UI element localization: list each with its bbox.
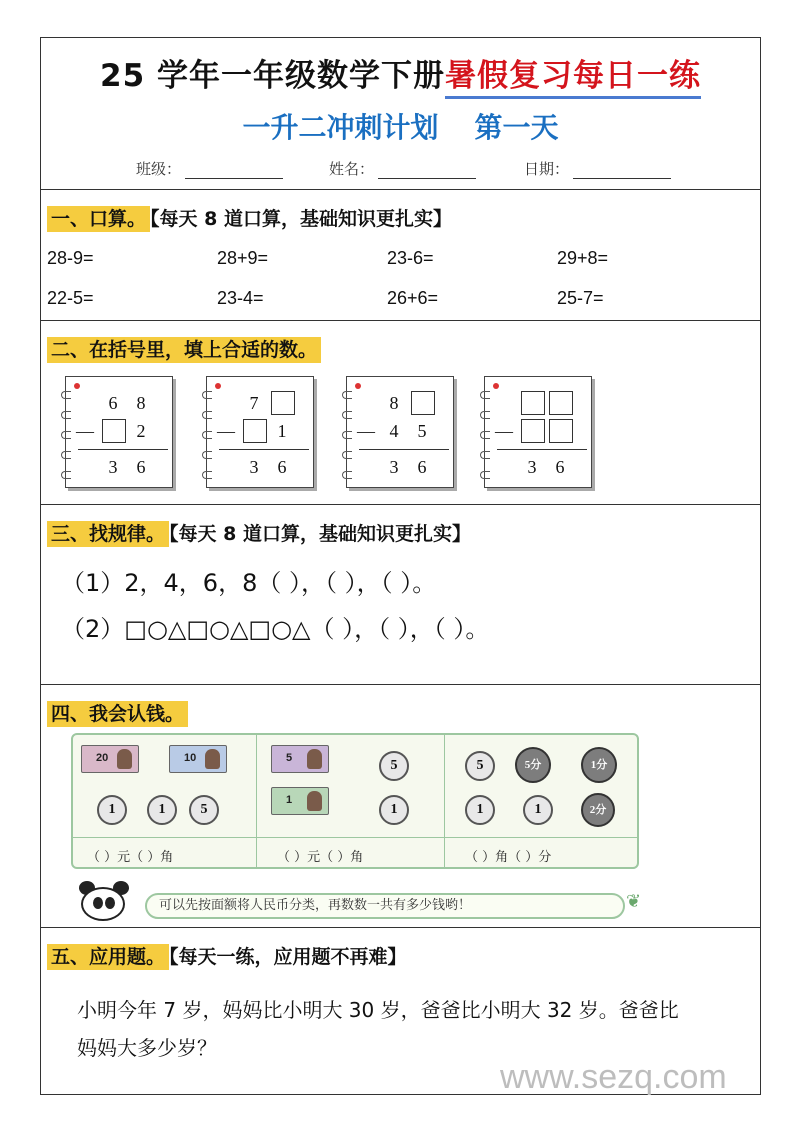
- subtraction-card: 7 — 1 3 6: [206, 376, 314, 488]
- subtraction-card: 6 8 — 2 3 6: [65, 376, 173, 488]
- coin: 5: [189, 795, 219, 825]
- subtitle-day: 第一天: [474, 111, 559, 144]
- calc-item: 23-4=: [217, 288, 264, 308]
- answer-box[interactable]: [521, 391, 545, 415]
- section-title: 二、在括号里，填上合适的数。: [47, 335, 321, 362]
- page-subtitle: [41, 106, 760, 146]
- calc-item: 29+8=: [557, 248, 609, 268]
- section-money: [41, 685, 760, 928]
- coin: 1: [147, 795, 177, 825]
- answer-box[interactable]: [102, 419, 126, 443]
- name-field[interactable]: 姓名：: [329, 158, 476, 179]
- class-field[interactable]: 班级：: [136, 158, 283, 179]
- coin: 1: [465, 795, 495, 825]
- section-patterns: [41, 505, 760, 685]
- section-title: 四、我会认钱。: [47, 699, 188, 726]
- coin: 1: [379, 795, 409, 825]
- header: [41, 38, 760, 190]
- section-title: 三、找规律。 【每天 8 道口算，基础知识更扎实】: [47, 519, 471, 546]
- section-title: 一、口算。 【每天 8 道口算，基础知识更扎实】: [47, 204, 452, 231]
- pattern-question-2[interactable]: （2）□○△□○△□○△（ ），（ ），（ ）。: [61, 615, 490, 643]
- section-fill-in: [41, 321, 760, 505]
- subtitle-plan: 一升二冲刺计划: [242, 111, 439, 144]
- subtraction-card: 8 — 4 5 3 6: [346, 376, 454, 488]
- money-board: [71, 733, 639, 869]
- watermark: www.sezq.com: [500, 1058, 727, 1096]
- coin: 5: [465, 751, 495, 781]
- leaf-icon: ❦: [626, 891, 642, 912]
- date-field[interactable]: 日期：: [524, 158, 671, 179]
- calc-item: 23-6=: [387, 248, 434, 268]
- subtraction-card: — 3 6: [484, 376, 592, 488]
- title-main: 25 学年一年级数学下册: [100, 58, 445, 94]
- panda-icon: [73, 881, 133, 923]
- problem-text-line: 妈妈大多少岁？: [77, 1036, 217, 1060]
- page-title: [41, 50, 760, 95]
- money-answer-3[interactable]: （ ）角（ ）分: [465, 850, 552, 865]
- coin: 1分: [581, 747, 617, 783]
- title-highlight: 暑假复习每日一练: [445, 58, 701, 99]
- answer-box[interactable]: [549, 419, 573, 443]
- coin: 1: [523, 795, 553, 825]
- section-title: 五、应用题。 【每天一练，应用题不再难】: [47, 942, 407, 969]
- money-answer-2[interactable]: （ ）元（ ）角: [277, 850, 364, 865]
- hint-bubble: 可以先按面额将人民币分类，再数数一共有多少钱哟！: [145, 893, 625, 919]
- answer-box[interactable]: [521, 419, 545, 443]
- calc-item: 22-5=: [47, 288, 94, 308]
- banknote: 10: [169, 745, 227, 773]
- section-mental-math: [41, 190, 760, 321]
- answer-box[interactable]: [549, 391, 573, 415]
- money-answer-1[interactable]: （ ）元（ ）角: [87, 850, 174, 865]
- calc-item: 26+6=: [387, 288, 439, 308]
- coin: 1: [97, 795, 127, 825]
- calc-item: 28-9=: [47, 248, 94, 268]
- coin: 5分: [515, 747, 551, 783]
- banknote: 5: [271, 745, 329, 773]
- answer-box[interactable]: [271, 391, 295, 415]
- calc-item: 25-7=: [557, 288, 604, 308]
- worksheet: [40, 37, 761, 1095]
- answer-box[interactable]: [243, 419, 267, 443]
- pattern-question-1[interactable]: （1）2，4，6，8（ ），（ ），（ ）。: [61, 569, 437, 597]
- problem-text-line: 小明今年 7 岁，妈妈比小明大 30 岁，爸爸比小明大 32 岁。爸爸比: [77, 998, 679, 1022]
- calc-item: 28+9=: [217, 248, 269, 268]
- answer-box[interactable]: [411, 391, 435, 415]
- banknote: 1: [271, 787, 329, 815]
- coin: 5: [379, 751, 409, 781]
- banknote: 20: [81, 745, 139, 773]
- coin: 2分: [581, 793, 615, 827]
